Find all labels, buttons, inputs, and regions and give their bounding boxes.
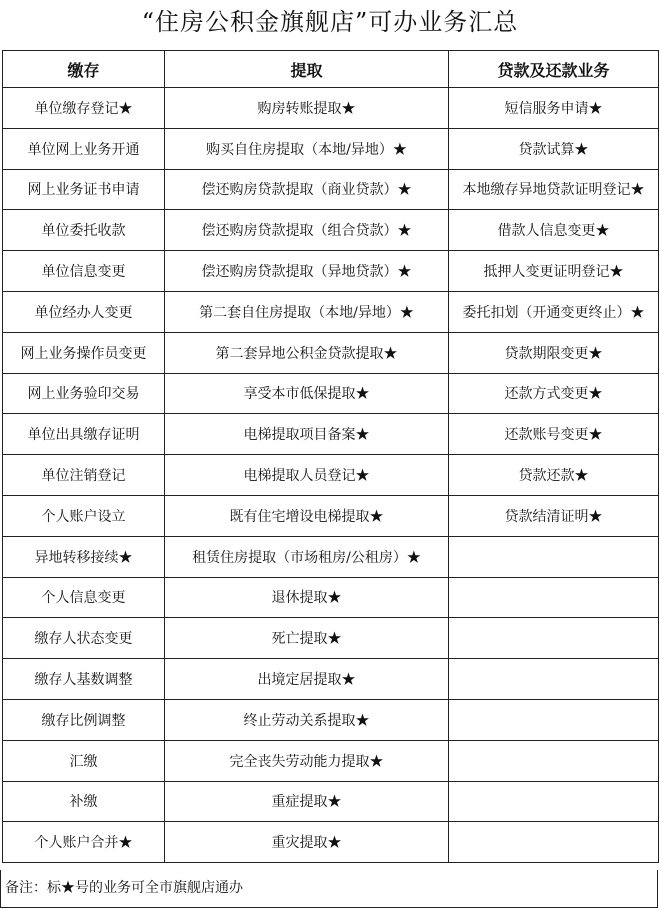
loan-cell: 委托扣划（开通变更终止）★ xyxy=(449,291,659,332)
deposit-cell: 单位出具缴存证明 xyxy=(3,414,165,455)
table-row xyxy=(3,414,659,455)
withdrawal-cell: 第二套自住房提取（本地/异地）★ xyxy=(165,291,449,332)
table-row xyxy=(3,88,659,129)
table-row xyxy=(3,822,659,863)
withdrawal-cell: 重症提取★ xyxy=(165,781,449,822)
footnote: 备注：标★号的业务可全市旗舰店通办 xyxy=(0,870,658,908)
withdrawal-cell: 既有住宅增设电梯提取★ xyxy=(165,495,449,536)
withdrawal-cell: 完全丧失劳动能力提取★ xyxy=(165,740,449,781)
loan-cell: 贷款还款★ xyxy=(449,455,659,496)
table-row xyxy=(3,128,659,169)
withdrawal-cell: 电梯提取项目备案★ xyxy=(165,414,449,455)
deposit-cell: 单位注销登记 xyxy=(3,455,165,496)
deposit-cell: 单位委托收款 xyxy=(3,210,165,251)
loan-cell: 本地缴存异地贷款证明登记★ xyxy=(449,169,659,210)
withdrawal-cell: 退休提取★ xyxy=(165,577,449,618)
withdrawal-cell: 购房转账提取★ xyxy=(165,88,449,129)
table-row xyxy=(3,740,659,781)
deposit-cell: 单位经办人变更 xyxy=(3,291,165,332)
withdrawal-cell: 购买自住房提取（本地/异地）★ xyxy=(165,128,449,169)
deposit-cell: 异地转移接续★ xyxy=(3,536,165,577)
withdrawal-cell: 偿还购房贷款提取（组合贷款）★ xyxy=(165,210,449,251)
deposit-cell: 单位信息变更 xyxy=(3,251,165,292)
deposit-cell: 个人账户设立 xyxy=(3,495,165,536)
loan-cell: 抵押人变更证明登记★ xyxy=(449,251,659,292)
loan-cell: 贷款期限变更★ xyxy=(449,332,659,373)
loan-cell xyxy=(449,536,659,577)
table-header-row xyxy=(3,51,659,88)
table-row xyxy=(3,169,659,210)
deposit-cell: 个人账户合并★ xyxy=(3,822,165,863)
loan-cell: 贷款结清证明★ xyxy=(449,495,659,536)
withdrawal-cell: 出境定居提取★ xyxy=(165,659,449,700)
table-body xyxy=(3,88,659,863)
table-row xyxy=(3,781,659,822)
page-title: “住房公积金旗舰店”可办业务汇总 xyxy=(141,8,519,36)
withdrawal-cell: 电梯提取人员登记★ xyxy=(165,455,449,496)
loan-cell xyxy=(449,740,659,781)
table-row xyxy=(3,455,659,496)
loan-cell xyxy=(449,822,659,863)
withdrawal-cell: 偿还购房贷款提取（异地贷款）★ xyxy=(165,251,449,292)
deposit-cell: 单位网上业务开通 xyxy=(3,128,165,169)
header-loan: 贷款及还款业务 xyxy=(449,51,659,88)
withdrawal-cell: 租赁住房提取（市场租房/公租房）★ xyxy=(165,536,449,577)
loan-cell: 还款账号变更★ xyxy=(449,414,659,455)
deposit-cell: 补缴 xyxy=(3,781,165,822)
deposit-cell: 网上业务操作员变更 xyxy=(3,332,165,373)
deposit-cell: 缴存比例调整 xyxy=(3,699,165,740)
loan-cell: 短信服务申请★ xyxy=(449,88,659,129)
table-row xyxy=(3,659,659,700)
deposit-cell: 网上业务验印交易 xyxy=(3,373,165,414)
table-row xyxy=(3,291,659,332)
table-row xyxy=(3,618,659,659)
deposit-cell: 单位缴存登记★ xyxy=(3,88,165,129)
table-row xyxy=(3,699,659,740)
header-deposit: 缴存 xyxy=(3,51,165,88)
table-row xyxy=(3,332,659,373)
loan-cell xyxy=(449,699,659,740)
withdrawal-cell: 终止劳动关系提取★ xyxy=(165,699,449,740)
services-table xyxy=(2,50,659,863)
withdrawal-cell: 享受本市低保提取★ xyxy=(165,373,449,414)
deposit-cell: 网上业务证书申请 xyxy=(3,169,165,210)
table-row xyxy=(3,495,659,536)
deposit-cell: 缴存人基数调整 xyxy=(3,659,165,700)
table-row xyxy=(3,251,659,292)
header-withdrawal: 提取 xyxy=(165,51,449,88)
loan-cell xyxy=(449,618,659,659)
withdrawal-cell: 死亡提取★ xyxy=(165,618,449,659)
withdrawal-cell: 偿还购房贷款提取（商业贷款）★ xyxy=(165,169,449,210)
withdrawal-cell: 重灾提取★ xyxy=(165,822,449,863)
loan-cell xyxy=(449,781,659,822)
loan-cell xyxy=(449,659,659,700)
loan-cell: 还款方式变更★ xyxy=(449,373,659,414)
table-row xyxy=(3,210,659,251)
table-row xyxy=(3,373,659,414)
table-row xyxy=(3,536,659,577)
loan-cell xyxy=(449,577,659,618)
deposit-cell: 汇缴 xyxy=(3,740,165,781)
loan-cell: 贷款试算★ xyxy=(449,128,659,169)
deposit-cell: 个人信息变更 xyxy=(3,577,165,618)
withdrawal-cell: 第二套异地公积金贷款提取★ xyxy=(165,332,449,373)
deposit-cell: 缴存人状态变更 xyxy=(3,618,165,659)
table-row xyxy=(3,577,659,618)
loan-cell: 借款人信息变更★ xyxy=(449,210,659,251)
